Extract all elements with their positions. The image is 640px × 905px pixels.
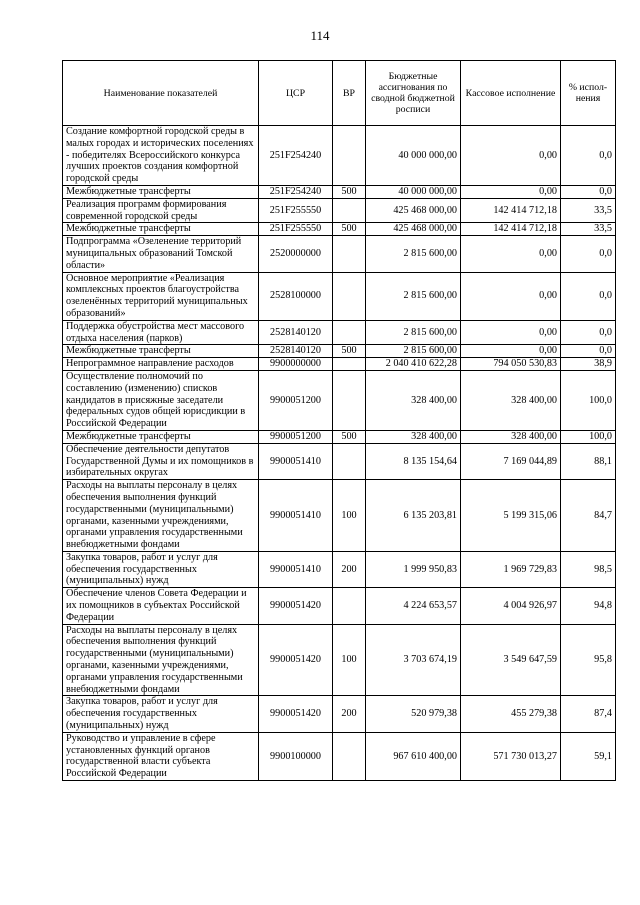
cell-name: Закупка товаров, работ и услуг для обеспечения государственных (муниципальных) нужд (63, 551, 259, 587)
cell-executed: 0,00 (461, 185, 561, 198)
cell-name: Руководство и управление в сфере установленных функций органов государственной власти субъекта Российской Федерации (63, 732, 259, 780)
cell-vr (333, 370, 366, 430)
cell-vr (333, 198, 366, 223)
cell-assigned: 2 815 600,00 (366, 345, 461, 358)
cell-name: Поддержка обустройства мест массового отдыха населения (парков) (63, 320, 259, 345)
cell-executed: 455 279,38 (461, 696, 561, 732)
table-row (63, 358, 616, 371)
table-row (63, 480, 616, 552)
cell-vr: 200 (333, 696, 366, 732)
cell-vr (333, 358, 366, 371)
cell-percent: 0,0 (561, 320, 616, 345)
table-row (63, 345, 616, 358)
cell-assigned: 1 999 950,83 (366, 551, 461, 587)
cell-vr (333, 272, 366, 320)
table-row (63, 126, 616, 186)
cell-executed: 328 400,00 (461, 430, 561, 443)
cell-assigned: 520 979,38 (366, 696, 461, 732)
cell-percent: 100,0 (561, 370, 616, 430)
header-name: Наименование показателей (63, 61, 259, 126)
cell-name: Подпрограмма «Озеленение территорий муниципальных образований Томской области» (63, 236, 259, 272)
cell-executed: 0,00 (461, 320, 561, 345)
cell-vr (333, 588, 366, 624)
cell-assigned: 2 815 600,00 (366, 320, 461, 345)
cell-csr: 2528140120 (259, 320, 333, 345)
cell-vr: 500 (333, 430, 366, 443)
cell-name: Закупка товаров, работ и услуг для обеспечения государственных (муниципальных) нужд (63, 696, 259, 732)
cell-csr: 9900051420 (259, 696, 333, 732)
cell-assigned: 2 040 410 622,28 (366, 358, 461, 371)
page-number: 114 (310, 28, 330, 43)
header-assigned: Бюджетные ассигнования по сводной бюджетной росписи (366, 61, 461, 126)
cell-percent: 88,1 (561, 443, 616, 479)
cell-executed: 4 004 926,97 (461, 588, 561, 624)
cell-percent: 84,7 (561, 480, 616, 552)
table-row (63, 588, 616, 624)
cell-percent: 100,0 (561, 430, 616, 443)
cell-assigned: 2 815 600,00 (366, 272, 461, 320)
cell-percent: 0,0 (561, 126, 616, 186)
table-row (63, 185, 616, 198)
cell-vr: 500 (333, 223, 366, 236)
cell-csr: 9900051410 (259, 480, 333, 552)
cell-executed: 328 400,00 (461, 370, 561, 430)
cell-assigned: 328 400,00 (366, 370, 461, 430)
cell-assigned: 967 610 400,00 (366, 732, 461, 780)
cell-executed: 1 969 729,83 (461, 551, 561, 587)
cell-executed: 0,00 (461, 272, 561, 320)
cell-assigned: 40 000 000,00 (366, 126, 461, 186)
header-csr: ЦСР (259, 61, 333, 126)
cell-assigned: 425 468 000,00 (366, 223, 461, 236)
cell-percent: 0,0 (561, 185, 616, 198)
cell-executed: 0,00 (461, 345, 561, 358)
cell-executed: 142 414 712,18 (461, 223, 561, 236)
header-vr: ВР (333, 61, 366, 126)
cell-csr: 9900051420 (259, 588, 333, 624)
cell-assigned: 6 135 203,81 (366, 480, 461, 552)
cell-percent: 33,5 (561, 198, 616, 223)
cell-csr: 251F254240 (259, 185, 333, 198)
table-row (63, 223, 616, 236)
cell-executed: 3 549 647,59 (461, 624, 561, 696)
cell-vr (333, 443, 366, 479)
table-row (63, 443, 616, 479)
cell-csr: 2528140120 (259, 345, 333, 358)
cell-assigned: 2 815 600,00 (366, 236, 461, 272)
cell-percent: 98,5 (561, 551, 616, 587)
cell-assigned: 4 224 653,57 (366, 588, 461, 624)
cell-vr (333, 126, 366, 186)
cell-name: Обеспечение членов Совета Федерации и их помощников в субъектах Российской Федерации (63, 588, 259, 624)
table-row (63, 320, 616, 345)
cell-vr (333, 732, 366, 780)
cell-percent: 38,9 (561, 358, 616, 371)
cell-name: Создание комфортной городской среды в малых городах и исторических поселениях - победителях Всероссийского конкурса лучших проектов создания комфортной городской среды (63, 126, 259, 186)
cell-csr: 9900051200 (259, 370, 333, 430)
cell-csr: 9900051420 (259, 624, 333, 696)
cell-csr: 2520000000 (259, 236, 333, 272)
cell-name: Расходы на выплаты персоналу в целях обеспечения выполнения функций государственными (муниципальными) органами, казенными учреждениями, органами управления государственными внебюджетными фондами (63, 624, 259, 696)
cell-name: Реализация программ формирования современной городской среды (63, 198, 259, 223)
cell-vr: 500 (333, 345, 366, 358)
cell-assigned: 8 135 154,64 (366, 443, 461, 479)
cell-name: Межбюджетные трансферты (63, 430, 259, 443)
cell-name: Межбюджетные трансферты (63, 223, 259, 236)
table-row (63, 272, 616, 320)
cell-name: Осуществление полномочий по составлению (изменению) списков кандидатов в присяжные заседатели федеральных судов общей юрисдикции в Российской Федерации (63, 370, 259, 430)
cell-vr (333, 236, 366, 272)
cell-executed: 0,00 (461, 126, 561, 186)
cell-csr: 251F255550 (259, 223, 333, 236)
table-row (63, 551, 616, 587)
table-row (63, 624, 616, 696)
table-row (63, 430, 616, 443)
cell-executed: 0,00 (461, 236, 561, 272)
cell-percent: 33,5 (561, 223, 616, 236)
header-percent: % испол-нения (561, 61, 616, 126)
table-header-row (63, 61, 616, 126)
cell-csr: 9900051410 (259, 551, 333, 587)
cell-csr: 9900100000 (259, 732, 333, 780)
cell-vr: 500 (333, 185, 366, 198)
cell-vr (333, 320, 366, 345)
cell-percent: 94,8 (561, 588, 616, 624)
cell-vr: 200 (333, 551, 366, 587)
cell-csr: 9900051200 (259, 430, 333, 443)
cell-name: Основное мероприятие «Реализация комплексных проектов благоустройства озеленённых территорий муниципальных образований» (63, 272, 259, 320)
cell-vr: 100 (333, 624, 366, 696)
cell-percent: 59,1 (561, 732, 616, 780)
cell-name: Межбюджетные трансферты (63, 185, 259, 198)
cell-name: Обеспечение деятельности депутатов Государственной Думы и их помощников в избирательных округах (63, 443, 259, 479)
cell-executed: 7 169 044,89 (461, 443, 561, 479)
cell-assigned: 328 400,00 (366, 430, 461, 443)
budget-execution-table (62, 60, 616, 781)
cell-name: Расходы на выплаты персоналу в целях обеспечения выполнения функций государственными (муниципальными) органами, казенными учреждениями, органами управления государственными внебюджетными фондами (63, 480, 259, 552)
cell-assigned: 40 000 000,00 (366, 185, 461, 198)
cell-name: Межбюджетные трансферты (63, 345, 259, 358)
table-row (63, 732, 616, 780)
table-body (63, 126, 616, 781)
cell-vr: 100 (333, 480, 366, 552)
cell-assigned: 425 468 000,00 (366, 198, 461, 223)
cell-percent: 0,0 (561, 345, 616, 358)
cell-name: Непрограммное направление расходов (63, 358, 259, 371)
table-row (63, 370, 616, 430)
table-row (63, 198, 616, 223)
cell-percent: 0,0 (561, 236, 616, 272)
cell-executed: 794 050 530,83 (461, 358, 561, 371)
table-row (63, 236, 616, 272)
cell-executed: 571 730 013,27 (461, 732, 561, 780)
cell-csr: 251F255550 (259, 198, 333, 223)
header-executed: Кассовое исполнение (461, 61, 561, 126)
cell-csr: 9900051410 (259, 443, 333, 479)
cell-percent: 87,4 (561, 696, 616, 732)
table-row (63, 696, 616, 732)
cell-percent: 95,8 (561, 624, 616, 696)
cell-csr: 251F254240 (259, 126, 333, 186)
cell-percent: 0,0 (561, 272, 616, 320)
cell-csr: 2528100000 (259, 272, 333, 320)
cell-executed: 142 414 712,18 (461, 198, 561, 223)
cell-assigned: 3 703 674,19 (366, 624, 461, 696)
cell-executed: 5 199 315,06 (461, 480, 561, 552)
cell-csr: 9900000000 (259, 358, 333, 371)
